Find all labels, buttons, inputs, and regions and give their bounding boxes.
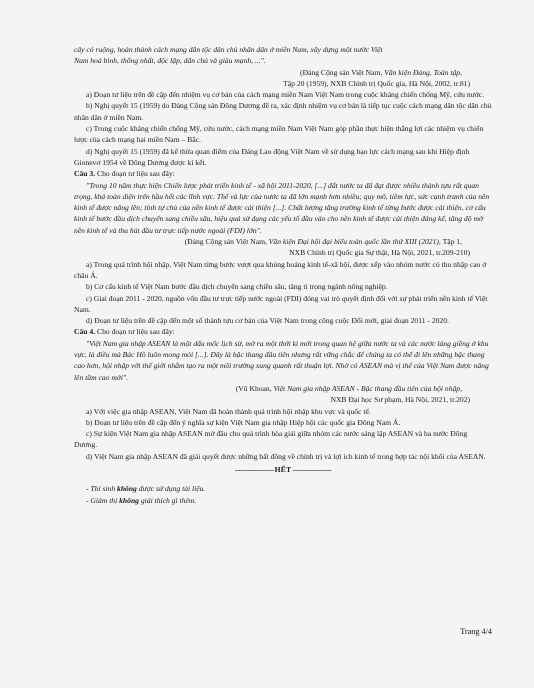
q3-heading: Câu 3. Cho đoạn tư liệu sau đây: xyxy=(74,169,175,179)
q2-option-b: b) Nghị quyết 15 (1959) do Đảng Cộng sản Đông Dương đề ra, xác định nhiệm vụ cơ bản là tiếp tục cuộc cách mạng dân tộc dân chủ nhân dân ở miền Nam. xyxy=(74,101,492,122)
q3-option-d: d) Đoạn tư liệu trên đề cập đến một số thành tựu cơ bản của Việt Nam trong công cuộc Đổi mới, giai đoạn 2011 - 2020. xyxy=(86,316,449,326)
q3-source-line-1: (Đảng Cộng sản Việt Nam, Văn kiện Đại hội đại biểu toàn quốc lần thứ XIII (2021), Tập 1, xyxy=(184,237,462,247)
page-number: Trang 4/4 xyxy=(460,627,492,636)
q4-option-a: a) Với việc gia nhập ASEAN, Việt Nam đã hoàn thành quá trình hội nhập khu vực và quốc tế. xyxy=(86,406,371,416)
q4-option-b: b) Đoạn tư liệu trên đề cập đến ý nghĩa sự kiện Việt Nam gia nhập Hiệp hội các quốc gia Đông Nam Á. xyxy=(86,417,401,427)
q2-source-line-2: Tập 20 (1959), NXB Chính trị Quốc gia, Hà Nội, 2002, tr.81) xyxy=(283,78,470,88)
exam-notes xyxy=(74,483,492,506)
q2-source-line-1: (Đảng Cộng sản Việt Nam, Văn kiện Đảng, Toàn tập, xyxy=(300,67,462,77)
q2-option-d: d) Nghị quyết 15 (1959) đã kế thừa quan điểm của Đảng Lao động Việt Nam về sử dụng bạo lực cách mạng sau khi Hiệp định Gionevơ 1954 về Đông Dương được kí kết. xyxy=(74,146,470,167)
q3-source-line-2: NXB Chính trị Quốc gia Sự thật, Hà Nội, 2021, tr.209-210) xyxy=(289,248,470,258)
q3-quote: "Trong 10 năm thực hiện Chiến lược phát triển kinh tế - xã hội 2011-2020, [...] đất nước ta đã đạt được nhiều thành tựu rất quan trọng, khá toàn diện trên hầu hết các lĩnh vực. Thế và lực của nước ta đã lớn mạnh hơn nhiều; quy mô, tiềm lực, sức cạnh tranh của nền kinh tế được nâng lên; tính tự chủ của nền kinh tế được cải thiện [...]. Chất lượng tăng trưởng kinh tế từng bước được cải thiện, cơ cấu kinh tế bước đầu dịch chuyển sang chiều sâu, hiệu quả sử dụng các yếu tố đầu vào cho nền kinh tế được cải thiện đáng kể, tăng độ mở nền kinh tế và thu hút đầu tư trực tiếp nước ngoài (FDI) lớn". xyxy=(74,180,490,235)
end-marker: -------------------- HẾT -------------------- xyxy=(234,464,332,474)
q4-source-line-1: (Vũ Khoan, Việt Nam gia nhập ASEAN - Bậc thang đầu tiên của hội nhập, xyxy=(235,383,462,393)
q3-option-a: a) Trong quá trình hội nhập, Việt Nam từng bước vượt qua khủng hoảng kinh tế-xã hội, được xếp vào nhóm nước có thu nhập cao ở châu Á. xyxy=(74,259,487,280)
q3-option-c: c) Giai đoạn 2011 - 2020, nguồn vốn đầu tư trực tiếp nước ngoài (FDI) đóng vai trò quyết định đối với sự phát triển nền kinh tế Việt Nam. xyxy=(74,293,488,314)
q4-option-c: c) Sự kiện Việt Nam gia nhập ASEAN mở đầu cho quá trình hòa giải giữa nhóm các nước sáng lập ASEAN và ba nước Đông Dương. xyxy=(74,429,468,450)
q4-heading: Câu 4. Cho đoạn tư liệu sau đây: xyxy=(74,327,175,337)
q2-quote-end-1: cây có ruộng, hoàn thành cách mạng dân tộc dân chủ nhân dân ở miền Nam, xây dựng một nước Việt xyxy=(74,45,383,54)
q4-option-d: d) Việt Nam gia nhập ASEAN đã giải quyết được những bất đồng về chính trị và lợi ích kinh tế trong hợp tác nội khối của ASEAN. xyxy=(86,451,486,461)
q2-quote-end-2: Nam hoà bình, thống nhất, độc lập, dân chủ và giàu mạnh, ...". xyxy=(74,56,266,66)
q4-quote: "Việt Nam gia nhập ASEAN là một dấu mốc lịch sử, mở ra một thời kì mới trong quan hệ giữa nước ta và các nước láng giềng ở khu vực, là điều mà Bác Hồ luôn mong mỏi [...]. Đây là bậc thang đầu tiên nhưng rất vững chắc để chúng ta có thể đi lên những bậc thang cao hơn, hội nhập với thế giới nhằm tạo ra một môi trường xung quanh rất thuận lợi. Nhờ có ASEAN mà vị thế của Việt Nam được nâng lên tầm cao mới". xyxy=(74,338,489,382)
q4-source-line-2: NXB Đại học Sư phạm, Hà Nội, 2021, tr.202) xyxy=(330,395,470,405)
note-no-materials: - Thí sinh không được sử dụng tài liệu. xyxy=(86,484,206,494)
q2-option-c: c) Trong cuộc kháng chiến chống Mỹ, cứu nước, cách mạng miền Nam Việt Nam góp phần thực hiện thắng lợi các nhiệm vụ chiến lược của cách mạng hai miền Nam – Bắc. xyxy=(74,124,484,145)
note-no-explanation: - Giám thị không giải thích gì thêm. xyxy=(86,495,197,505)
q2-option-a: a) Đoạn tư liệu trên đề cập đến nhiệm vụ cơ bản của cách mạng miền Nam Việt Nam trong cuộc kháng chiến chống Mỹ, cứu nước. xyxy=(86,90,485,100)
q3-option-b: b) Cơ cấu kinh tế Việt Nam bước đầu dịch chuyển sang chiều sâu, tăng tỉ trọng ngành nông nghiệp. xyxy=(86,282,388,292)
